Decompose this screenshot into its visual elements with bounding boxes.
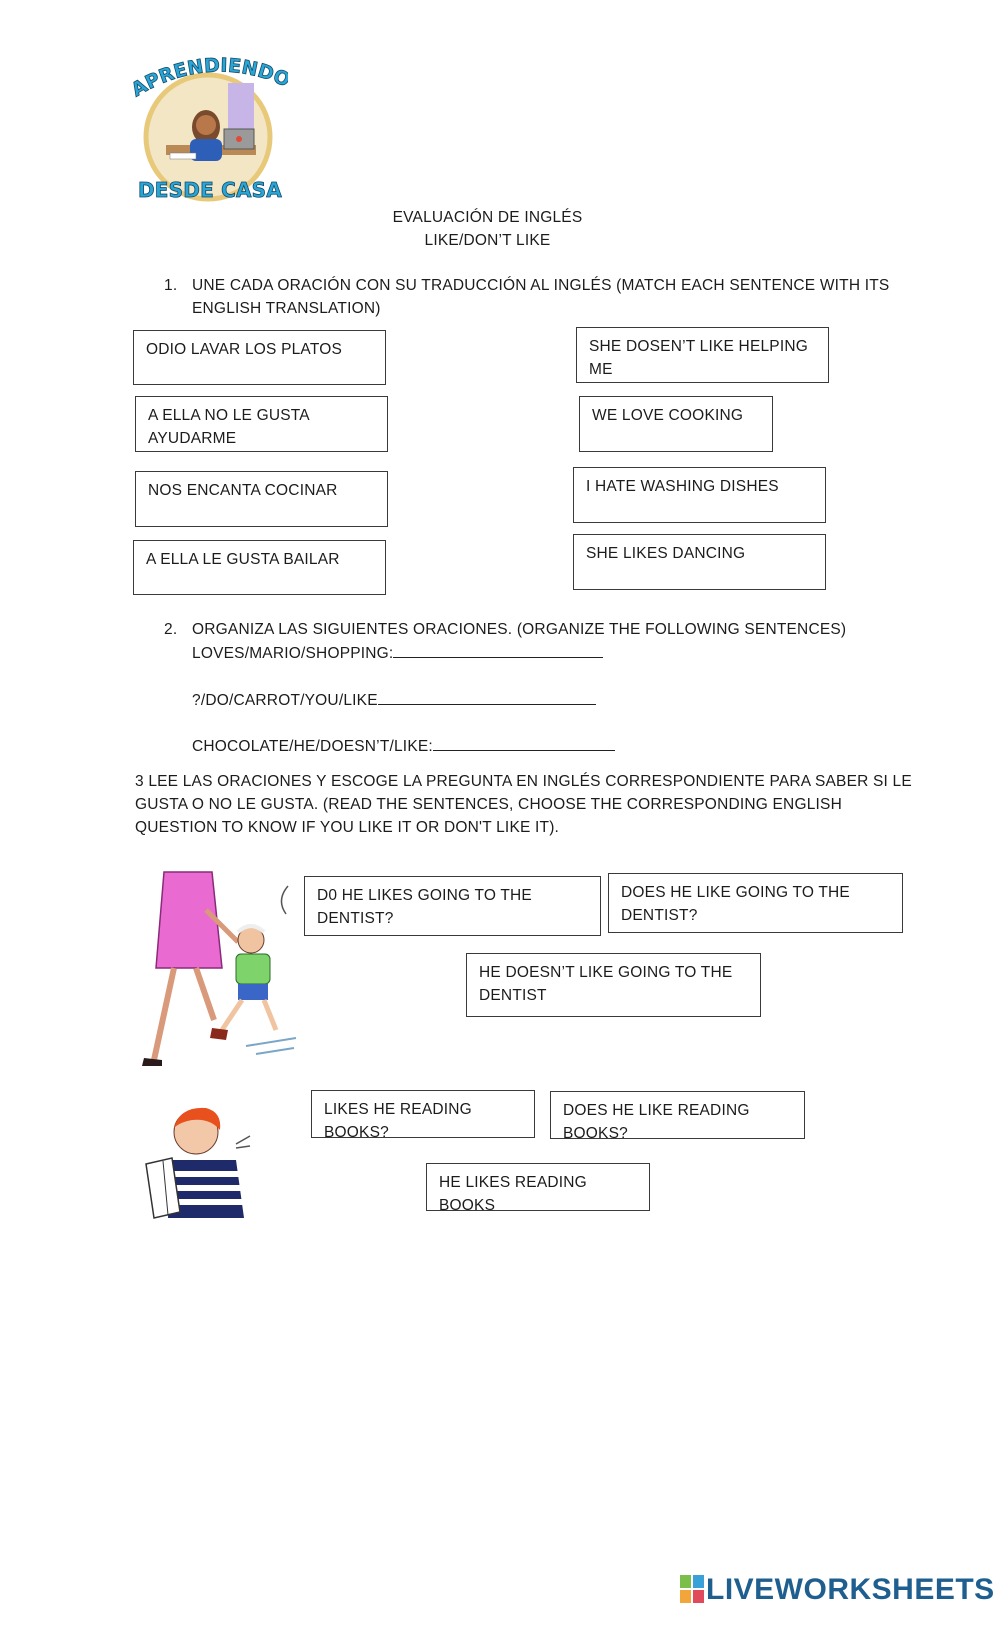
- q3-set2-statement: [426, 1163, 650, 1214]
- q3-set1-option-a[interactable]: [304, 876, 601, 936]
- logo: [128, 55, 288, 205]
- q3-option-text: LIKES HE READING BOOKS?: [324, 1101, 472, 1141]
- answer-blank[interactable]: [433, 734, 615, 751]
- q3-option-text: DOES HE LIKE GOING TO THE: [621, 884, 850, 901]
- q2-item-text: CHOCOLATE/HE/DOESN’T/LIKE:: [192, 738, 433, 755]
- dentist-illustration: [126, 870, 298, 1070]
- q2-number: 2.: [164, 621, 178, 638]
- q3-set1-option-b[interactable]: [608, 873, 903, 933]
- q3-instruction-line1: 3 LEE LAS ORACIONES Y ESCOGE LA PREGUNTA EN INGLÉS CORRESPONDIENTE PARA SABER SI LE: [135, 773, 912, 790]
- page-subtitle: LIKE/DON’T LIKE: [424, 232, 551, 249]
- match-left-box-2[interactable]: [135, 396, 388, 452]
- q2-item-2: [192, 688, 596, 712]
- mother-and-boy-icon: [126, 870, 298, 1070]
- q3-statement-text: DENTIST: [479, 987, 547, 1004]
- match-right-box-2[interactable]: [579, 396, 773, 452]
- q3-option-text: DENTIST?: [621, 907, 698, 924]
- match-left-box-1[interactable]: [133, 330, 386, 385]
- match-left-text: ODIO LAVAR LOS PLATOS: [146, 341, 343, 358]
- boy-reading-icon: [140, 1100, 252, 1222]
- q3-instruction-line3: QUESTION TO KNOW IF YOU LIKE IT OR DON'T LIKE IT).: [135, 819, 560, 836]
- match-right-box-1[interactable]: [576, 327, 829, 383]
- answer-blank[interactable]: [378, 688, 596, 705]
- brand-name: LIVEWORKSHEETS: [706, 1573, 995, 1606]
- q2-item-3: [192, 734, 615, 758]
- liveworksheets-grid-icon: [680, 1575, 706, 1605]
- q3-set2-option-b[interactable]: [550, 1091, 805, 1142]
- match-left-text: NOS ENCANTA COCINAR: [148, 482, 338, 499]
- q3-option-text: D0 HE LIKES GOING TO THE DENTIST?: [317, 887, 532, 927]
- q2-item-text: LOVES/MARIO/SHOPPING:: [192, 645, 394, 662]
- answer-blank[interactable]: [393, 641, 603, 658]
- liveworksheets-logo: [680, 1572, 995, 1608]
- q2-item-1: [192, 641, 603, 665]
- q2-instruction: ORGANIZA LAS SIGUIENTES ORACIONES. (ORGANIZE THE FOLLOWING SENTENCES): [192, 621, 847, 638]
- q2-item-text: ?/DO/CARROT/YOU/LIKE: [192, 692, 378, 709]
- match-right-text: WE LOVE COOKING: [592, 407, 744, 424]
- svg-text:APRENDIENDO: APRENDIEND: [128, 55, 277, 102]
- page-title: EVALUACIÓN DE INGLÉS: [392, 209, 583, 226]
- q1-instruction-line2: ENGLISH TRANSLATION): [192, 300, 381, 317]
- match-left-text: AYUDARME: [148, 430, 237, 447]
- match-right-text: I HATE WASHING DISHES: [586, 478, 779, 495]
- match-left-text: A ELLA LE GUSTA BAILAR: [146, 551, 340, 568]
- match-right-text: SHE LIKES DANCING: [586, 545, 746, 562]
- match-right-box-3[interactable]: [573, 467, 826, 523]
- teacher-avatar-icon: [128, 55, 288, 205]
- match-left-box-4[interactable]: [133, 540, 386, 595]
- match-left-box-3[interactable]: [135, 471, 388, 527]
- q3-instruction-line2: GUSTA O NO LE GUSTA. (READ THE SENTENCES, CHOOSE THE CORRESPONDING ENGLISH: [135, 796, 842, 813]
- reading-illustration: [140, 1100, 252, 1222]
- logo-bottom-text: DESDE CASA: [138, 178, 282, 202]
- q3-option-text: DOES HE LIKE READING BOOKS?: [563, 1102, 750, 1142]
- q1-number: 1.: [164, 277, 178, 294]
- q1-instruction-line1: UNE CADA ORACIÓN CON SU TRADUCCIÓN AL INGLÉS (MATCH EACH SENTENCE WITH ITS: [192, 277, 890, 294]
- match-left-text: A ELLA NO LE GUSTA: [148, 407, 310, 424]
- q3-statement-text: HE DOESN’T LIKE GOING TO THE: [479, 964, 733, 981]
- q3-set2-option-a[interactable]: [311, 1090, 535, 1141]
- q3-set1-statement: [466, 953, 761, 1017]
- match-right-text: SHE DOSEN’T LIKE HELPING ME: [589, 338, 808, 378]
- q3-statement-text: HE LIKES READING BOOKS: [439, 1174, 587, 1214]
- match-right-box-4[interactable]: [573, 534, 826, 590]
